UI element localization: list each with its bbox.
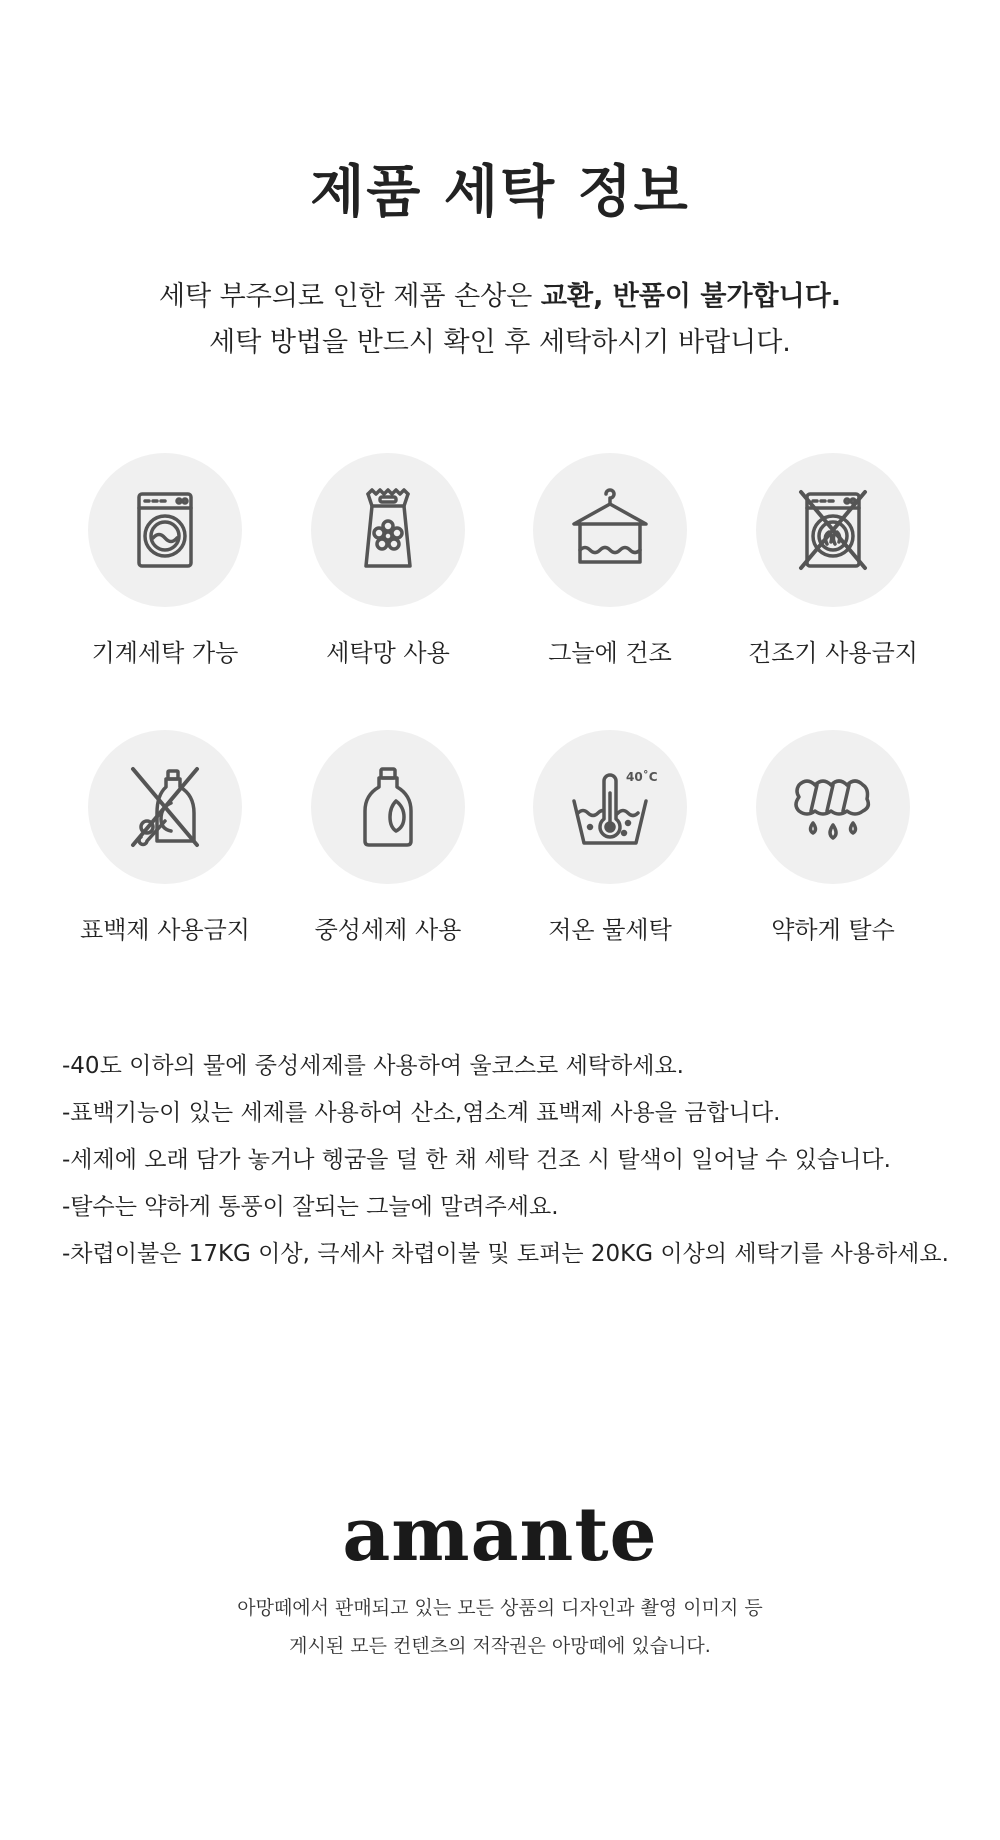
care-item-cold-water: [498, 730, 722, 945]
care-circle: [311, 453, 465, 607]
notice-text: 세탁 부주의로 인한 제품 손상은: [158, 281, 541, 312]
hanger-shade-dry-icon: [560, 480, 660, 580]
care-circle: [88, 453, 242, 607]
care-circle: [756, 730, 910, 884]
care-circle: [756, 453, 910, 607]
care-label: 표백제 사용금지: [80, 916, 250, 944]
notice-line-2: 세탁 방법을 반드시 확인 후 세탁하시기 바랍니다.: [209, 327, 791, 358]
care-label: 그늘에 건조: [548, 639, 672, 667]
notice-emphasis: 교환, 반품이 불가합니다.: [540, 281, 842, 312]
washing-notes-list: [62, 1043, 962, 1278]
gentle-spin-icon: [783, 757, 883, 857]
care-circle: [88, 730, 242, 884]
notice-line-1: [0, 274, 1000, 313]
washing-machine-icon: [115, 480, 215, 580]
note-item: -표백기능이 있는 세제를 사용하여 산소,염소계 표백제 사용을 금합니다.: [62, 1100, 781, 1126]
note-item: -40도 이하의 물에 중성세제를 사용하여 울코스로 세탁하세요.: [62, 1053, 684, 1079]
copyright-line: 게시된 모든 컨텐츠의 저작권은 아망떼에 있습니다.: [289, 1635, 711, 1657]
care-circle: [533, 453, 687, 607]
page-title: 제품 세탁 정보: [310, 160, 690, 225]
no-dryer-icon: [783, 480, 883, 580]
cold-water-wash-icon: [560, 757, 660, 857]
note-item: -세제에 오래 담가 놓거나 헹굼을 덜 한 채 세탁 건조 시 탈색이 일어날 수 있습니다.: [62, 1147, 891, 1173]
care-circle: [311, 730, 465, 884]
care-label: 중성세제 사용: [314, 916, 462, 944]
care-item-neutral-detergent: [276, 730, 500, 945]
care-label: 기계세탁 가능: [91, 639, 239, 667]
care-item-shade-dry: [498, 453, 722, 668]
care-label: 약하게 탈수: [771, 916, 895, 944]
note-item: -차렵이불은 17KG 이상, 극세사 차렵이불 및 토퍼는 20KG 이상의 세탁기를 사용하세요.: [62, 1241, 949, 1267]
care-item-gentle-spin: [721, 730, 945, 945]
care-label: 건조기 사용금지: [748, 639, 918, 667]
care-item-no-bleach: [53, 730, 277, 945]
laundry-net-icon: [338, 480, 438, 580]
note-item: -탈수는 약하게 통풍이 잘되는 그늘에 말려주세요.: [62, 1194, 559, 1220]
care-item-machine-wash: [53, 453, 277, 668]
care-circle: [533, 730, 687, 884]
brand-logo: amante: [342, 1492, 658, 1578]
svg-text:40˚C: 40˚C: [626, 770, 658, 784]
neutral-detergent-icon: [338, 757, 438, 857]
care-item-no-dryer: [721, 453, 945, 668]
copyright-line: 아망떼에서 판매되고 있는 모든 상품의 디자인과 촬영 이미지 등: [237, 1597, 763, 1619]
care-label: 저온 물세탁: [548, 916, 672, 944]
care-item-laundry-net: [276, 453, 500, 668]
care-label: 세탁망 사용: [326, 639, 450, 667]
no-bleach-icon: [115, 757, 215, 857]
